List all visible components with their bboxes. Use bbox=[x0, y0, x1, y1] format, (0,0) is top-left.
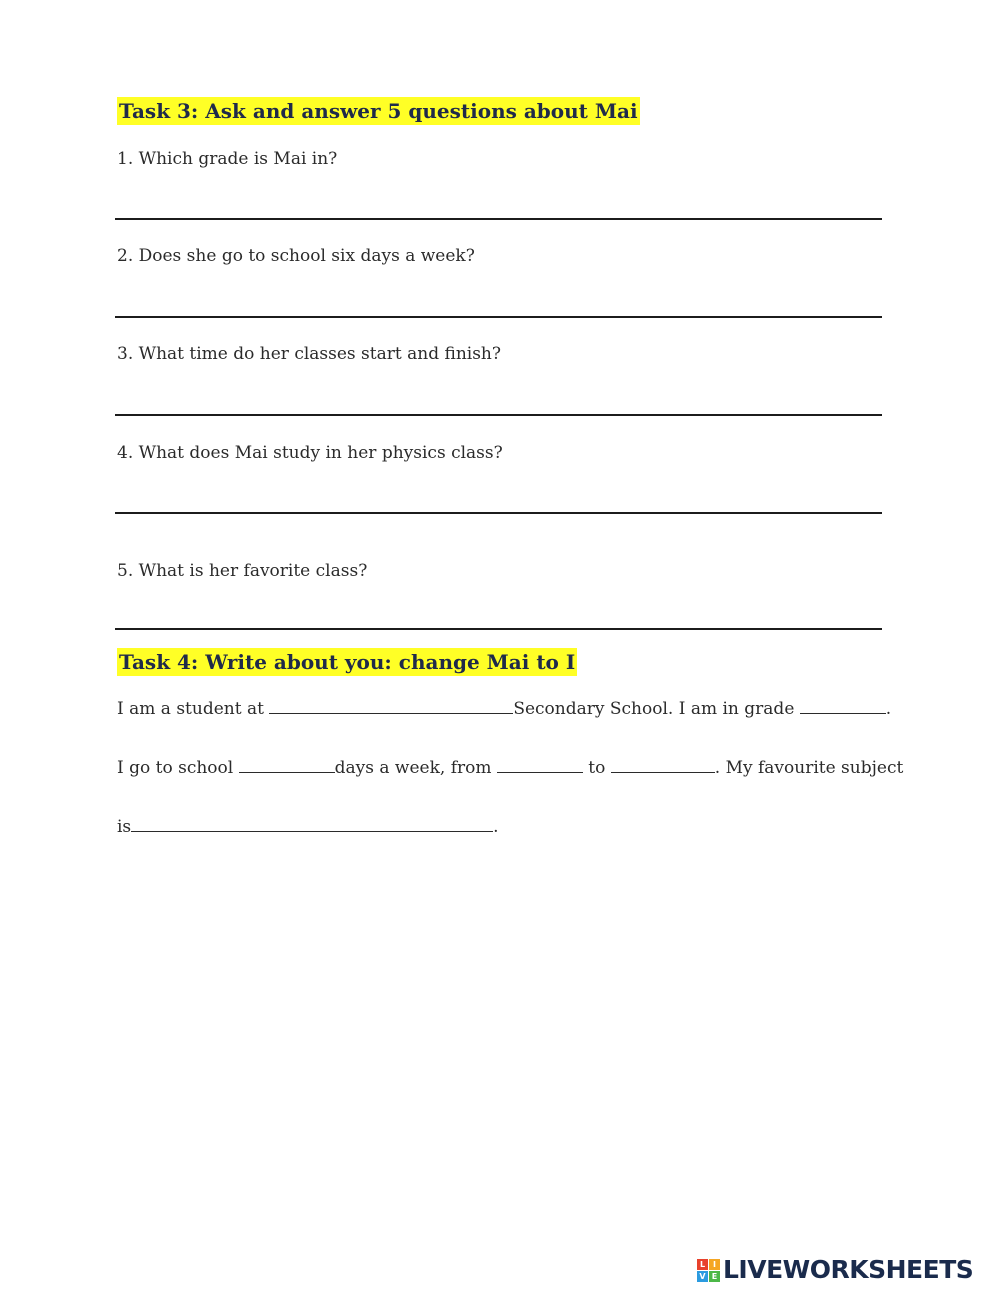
task4-heading: Task 4: Write about you: change Mai to I bbox=[119, 650, 576, 674]
logo-tile-v: V bbox=[697, 1271, 708, 1282]
logo-tiles bbox=[697, 1259, 720, 1282]
question-3: 3. What time do her classes start and finish? bbox=[117, 344, 501, 364]
paragraph-line-2 bbox=[117, 756, 903, 779]
paragraph-line-1 bbox=[117, 697, 891, 720]
logo-tile-e: E bbox=[709, 1271, 720, 1282]
answer-line-3[interactable] bbox=[115, 414, 882, 416]
favourite-subject-blank[interactable] bbox=[131, 815, 493, 832]
question-4: 4. What does Mai study in her physics class? bbox=[117, 443, 503, 463]
answer-line-1[interactable] bbox=[115, 218, 882, 220]
line1-text-a: I am a student at bbox=[117, 699, 264, 719]
line1-text-c: . bbox=[885, 699, 892, 719]
line3-text-b: . bbox=[493, 817, 499, 837]
brand-name: LIVEWORKSHEETS bbox=[723, 1255, 974, 1284]
answer-line-2[interactable] bbox=[115, 316, 882, 318]
paragraph-line-3 bbox=[117, 815, 499, 838]
answer-line-4[interactable] bbox=[115, 512, 882, 514]
task3-heading: Task 3: Ask and answer 5 questions about Mai bbox=[119, 99, 638, 123]
answer-line-5[interactable] bbox=[115, 628, 882, 630]
line2-text-b: days a week, from bbox=[334, 758, 492, 778]
school-name-blank[interactable] bbox=[269, 697, 513, 714]
days-blank[interactable] bbox=[239, 756, 335, 773]
to-day-blank[interactable] bbox=[611, 756, 715, 773]
from-day-blank[interactable] bbox=[497, 756, 583, 773]
line1-text-b: Secondary School. I am in grade bbox=[513, 699, 795, 719]
liveworksheets-logo bbox=[697, 1256, 973, 1284]
question-5: 5. What is her favorite class? bbox=[117, 561, 368, 581]
logo-tile-i: I bbox=[709, 1259, 720, 1270]
grade-blank[interactable] bbox=[800, 697, 886, 714]
question-2: 2. Does she go to school six days a week? bbox=[117, 246, 475, 266]
line2-text-a: I go to school bbox=[117, 758, 234, 778]
line2-text-c: to bbox=[588, 758, 606, 778]
line2-text-d: . My favourite subject bbox=[714, 758, 904, 778]
logo-tile-l: L bbox=[697, 1259, 708, 1270]
line3-text-a: is bbox=[117, 817, 132, 837]
question-1: 1. Which grade is Mai in? bbox=[117, 149, 338, 169]
